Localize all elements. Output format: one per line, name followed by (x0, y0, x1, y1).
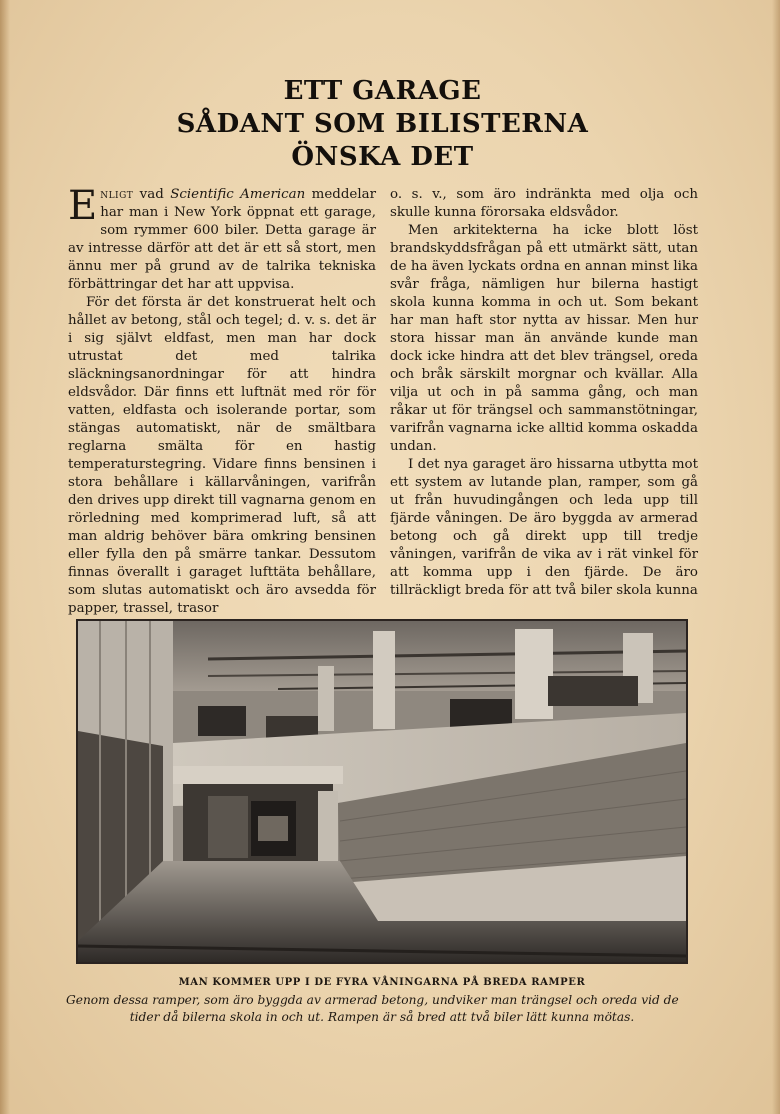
drop-cap: E (68, 183, 98, 229)
page-edge-shadow-right (772, 0, 780, 1114)
garage-ramp-photo (76, 619, 688, 964)
paragraph-1 (68, 183, 376, 294)
caption-line-1: Genom dessa ramper, som äro byggda av armerad betong, undviker man trängsel och oreda vid de (66, 993, 679, 1007)
caption-line-2: tider då bilerna skola in och ut. Rampen är så bred att två biler lätt kunna mötas. (129, 1010, 635, 1024)
paragraph-2: För det första är det konstruerat helt och hållet av betong, stål och tegel; d. v. s. det är i sig självt eldfast, men man har dock utrustat det med talrika släckningsanordningar för att hindra eldsvådor. Där finns ett luftnät med rör för vatten, eldfasta och isolerande portar, som stängas automatiskt, när de smältbara reglarna smälta för en hastig temperaturstegring. Vidare finns bensinen i stora behållare i källarvåningen, varifrån den drives upp direkt till vagnarna genom en rörledning med komprimerad luft, så att man aldrig behöver bära omkring bensinen eller fylla den på smärre tankar. Dessutom finnas överallt i garaget lufttäta behållare, som slutas automatiskt och äro avsedda för papper, trassel, trasor (68, 295, 376, 616)
column-right (390, 186, 698, 600)
paragraph-1-text-b: meddelar har man i New York öppnat ett garage, som rymmer 600 biler. Detta garage är av intresse därför att det är ett så stort, men ännu mer på grund av de talrika tekniska förbättringar det har att uppvisa. (68, 187, 376, 292)
caption-text (66, 992, 698, 1026)
title-line-1: ETT GARAGE (283, 76, 482, 106)
title-line-2: SÅDANT SOM BILISTERNA (176, 109, 589, 139)
source-name: Scientific American (170, 187, 306, 202)
paragraph-4: I det nya garaget äro hissarna utbytta mot ett system av lutande plan, ramper, som gå ut från huvudingången och leda upp till fjärde våningen. De äro byggda av armerad betong och gå direkt upp till tredje våningen, varifrån de vika av i rät vinkel för att komma upp i den fjärde. De äro tillräckligt breda för att två biler skola kunna (390, 457, 698, 598)
column-left (68, 183, 376, 618)
paragraph-1-text-a: vad (133, 187, 171, 202)
paragraph-2-continued: o. s. v., som äro indränkta med olja och skulle kunna förorsaka eldsvådor. (390, 187, 698, 220)
lead-word: nligt (100, 187, 134, 202)
article-title (120, 75, 645, 174)
paragraph-3: Men arkitekterna ha icke blott löst brandskyddsfrågan på ett utmärkt sätt, utan de ha även lyckats ordna en annan minst lika svår fråga, nämligen hur bilerna hastigt skola kunna komma in och ut. Som bekant har man haft stor nytta av hissar. Men hur stora hissar man än använde kunde man dock icke hindra att det blev trängsel, oreda och bråk särskilt morgnar och kvällar. Alla vilja ut och in på samma gång, och man råkar ut för trängsel och sammanstötningar, varifrån vagnarna icke alltid komma oskadda undan. (390, 223, 698, 454)
caption-title: MAN KOMMER UPP I DE FYRA VÅNINGARNA PÅ BREDA RAMPER (178, 977, 586, 988)
title-line-3: ÖNSKA DET (291, 142, 474, 172)
page-edge-shadow-left (0, 0, 10, 1114)
